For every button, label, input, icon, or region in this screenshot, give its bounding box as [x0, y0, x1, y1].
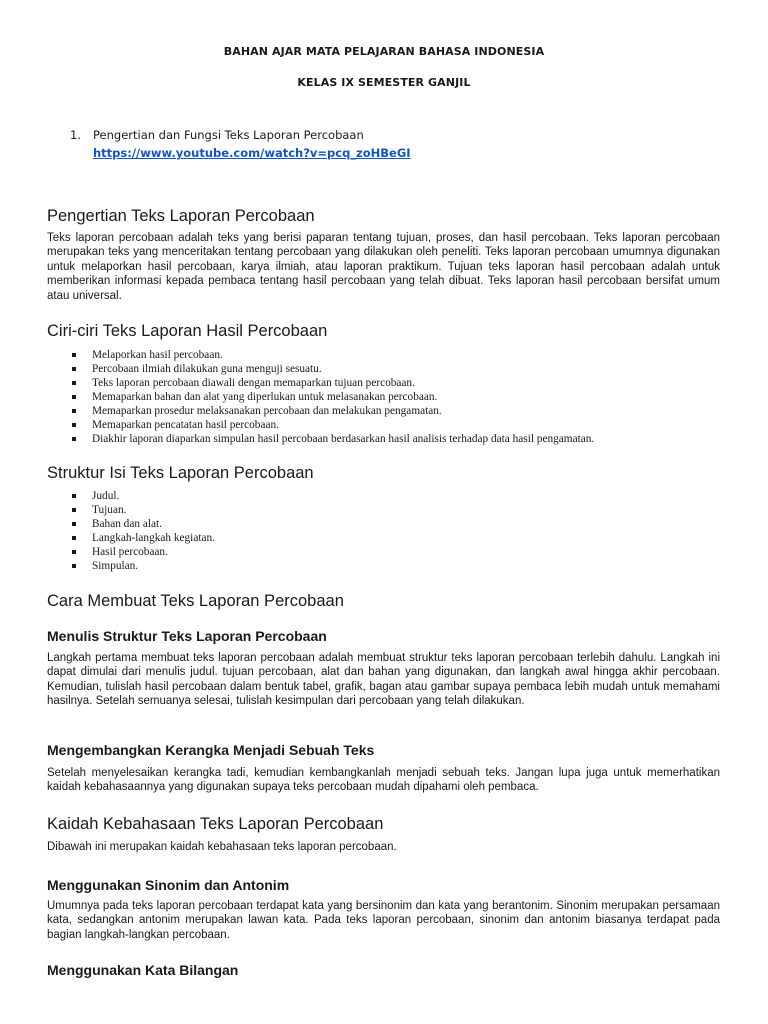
item-number: 1. — [70, 128, 81, 142]
heading-mengembangkan: Mengembangkan Kerangka Menjadi Sebuah Teks — [47, 742, 375, 758]
list-item: Diakhir laporan diaparkan simpulan hasil percobaan berdasarkan hasil analisis terhadap data hasil pengamatan. — [72, 432, 594, 446]
list-item: Langkah-langkah kegiatan. — [72, 531, 215, 545]
document-subtitle: KELAS IX SEMESTER GANJIL — [297, 76, 471, 89]
list-item: Percobaan ilmiah dilakukan guna menguji sesuatu. — [72, 362, 594, 376]
list-item: Hasil percobaan. — [72, 545, 215, 559]
list-ciri — [72, 348, 594, 446]
paragraph-mengembangkan: Setelah menyelesaikan kerangka tadi, kemudian kembangkanlah menjadi sebuah teks. Jangan lupa juga untuk memerhatikan kaidah kebahasaannya yang digunakan supaya teks percobaan mudah dipahami oleh pembaca. — [47, 767, 720, 794]
paragraph-pengertian: Teks laporan percobaan adalah teks yang berisi paparan tentang tujuan, proses, dan hasil percobaan. Teks laporan percobaan merupakan teks yang menceritakan tentang percobaan yang dilakukan oleh peneliti. Teks laporan percobaan umumnya digunakan untuk melaporkan hasil percobaan, karya ilmiah, atau laporan praktikum. Tujuan teks laporan hasil percobaan adalah untuk memberikan informasi kepada pembaca tentang hasil percobaan yang telah dibuat. Teks laporan hasil percobaan bersifat umum atau universal. — [47, 232, 720, 302]
heading-cara: Cara Membuat Teks Laporan Percobaan — [47, 592, 344, 610]
paragraph-kaidah: Dibawah ini merupakan kaidah kebahasaan teks laporan percobaan. — [47, 841, 397, 853]
youtube-link[interactable]: https://www.youtube.com/watch?v=pcq_zoHBeGI — [93, 146, 411, 160]
list-item: Memaparkan prosedur melaksanakan percobaan dan melakukan pengamatan. — [72, 404, 594, 418]
heading-ciri: Ciri-ciri Teks Laporan Hasil Percobaan — [47, 322, 328, 340]
paragraph-menulis: Langkah pertama membuat teks laporan percobaan adalah membuat struktur teks laporan percobaan terlebih dahulu. Langkah ini dapat dimulai dari menulis judul. tujuan percobaan, alat dan bahan yang digunakan, dan langkah awal hingga akhir percobaan. Kemudian, tulislah hasil percobaan dalam bentuk tabel, grafik, bagan atau gambar supaya pembaca lebih mudah untuk memahami hasilnya. Setelah semuanya selesai, tulislah kesimpulan dari percobaan yang telah dilakukan. — [47, 652, 720, 708]
list-item: Tujuan. — [72, 503, 215, 517]
heading-pengertian: Pengertian Teks Laporan Percobaan — [47, 207, 315, 225]
list-item: Memaparkan bahan dan alat yang diperlukan untuk melasanakan percobaan. — [72, 390, 594, 404]
item-text: Pengertian dan Fungsi Teks Laporan Percobaan — [93, 128, 364, 142]
paragraph-sinonim: Umumnya pada teks laporan percobaan terdapat kata yang bersinonim dan kata yang berantonim. Sinonim merupakan persamaan kata, sedangkan antonim merupakan lawan kata. Pada teks laporan percobaan, sinonim dan antonim biasanya terdapat pada bagian langkah-langkan percobaan. — [47, 900, 720, 941]
heading-kaidah: Kaidah Kebahasaan Teks Laporan Percobaan — [47, 815, 384, 833]
heading-menulis: Menulis Struktur Teks Laporan Percobaan — [47, 628, 327, 644]
list-item: Memaparkan pencatatan hasil percobaan. — [72, 418, 594, 432]
list-item: Teks laporan percobaan diawali dengan memaparkan tujuan percobaan. — [72, 376, 594, 390]
list-item: Simpulan. — [72, 559, 215, 573]
document-title: BAHAN AJAR MATA PELAJARAN BAHASA INDONESIA — [223, 45, 545, 58]
list-item: Judul. — [72, 489, 215, 503]
list-item: Bahan dan alat. — [72, 517, 215, 531]
heading-struktur: Struktur Isi Teks Laporan Percobaan — [47, 464, 314, 482]
heading-sinonim: Menggunakan Sinonim dan Antonim — [47, 877, 290, 893]
list-item: Melaporkan hasil percobaan. — [72, 348, 594, 362]
list-struktur — [72, 489, 215, 573]
heading-bilangan: Menggunakan Kata Bilangan — [47, 962, 239, 978]
